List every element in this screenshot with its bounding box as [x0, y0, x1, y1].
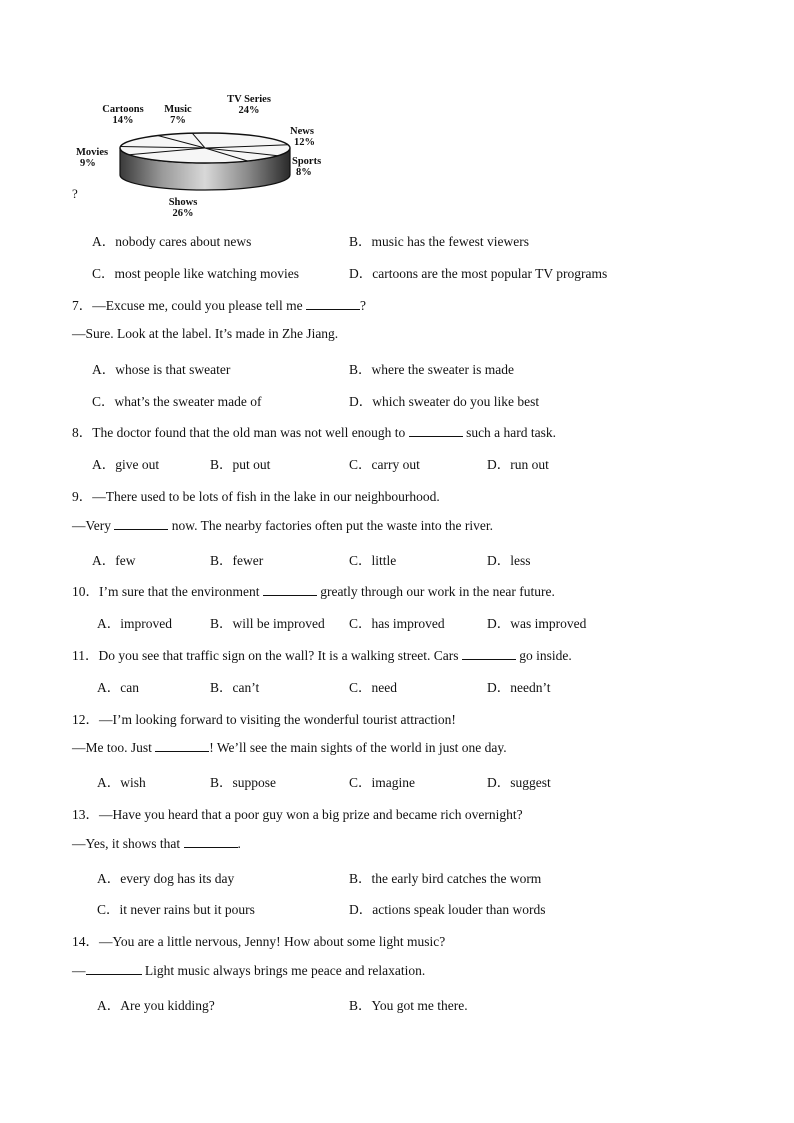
q14-option-b: B．You got me there. [349, 998, 468, 1013]
q9-stem: 9．—There used to be lots of fish in the lake in our neighbourhood. [72, 489, 440, 504]
q14-option-a: A．Are you kidding? [97, 998, 215, 1013]
q12-stem: 12．—I’m looking forward to visiting the wonderful tourist attraction! [72, 712, 456, 727]
q12-option-a: A．wish [97, 775, 146, 790]
answer-blank [86, 962, 142, 975]
answer-blank [263, 583, 317, 596]
q8-stem: 8．The doctor found that the old man was not well enough to such a hard task. [72, 425, 557, 440]
q9-option-c: C．little [349, 553, 397, 568]
q8-option-a: A．give out [92, 457, 160, 472]
pie-label-tv-series: TV Series [227, 94, 271, 105]
q6-option-a: A．nobody cares about news [92, 234, 252, 249]
q7-option-c: C．what’s the sweater made of [92, 394, 262, 409]
pie-label-cartoons: Cartoons [102, 104, 144, 115]
q11-option-b: B．can’t [210, 680, 260, 695]
q7-option-d: D．which sweater do you like best [349, 394, 540, 409]
pie-value-movies: 9% [80, 158, 96, 169]
tv-programs-pie-chart [70, 92, 330, 227]
q9-option-d: D．less [487, 553, 531, 568]
q9-response: —Very now. The nearby factories often put the waste into the river. [72, 518, 494, 533]
pie-value-cartoons: 14% [112, 115, 134, 126]
pie-value-sports: 8% [296, 167, 312, 178]
q11-option-a: A．can [97, 680, 139, 695]
q7-option-a: A．whose is that sweater [92, 362, 231, 377]
question-mark: ? [72, 186, 78, 201]
pie-chart-svg [70, 92, 330, 227]
q14-stem: 14．—You are a little nervous, Jenny! How about some light music? [72, 934, 446, 949]
q12-option-d: D．suggest [487, 775, 551, 790]
q11-stem: 11．Do you see that traffic sign on the wall? It is a walking street. Cars go inside. [72, 648, 572, 663]
answer-blank [184, 835, 238, 848]
q7-option-b: B．where the sweater is made [349, 362, 514, 377]
q13-option-a: A．every dog has its day [97, 871, 235, 886]
pie-value-music: 7% [170, 115, 186, 126]
q7-stem: 7．—Excuse me, could you please tell me ? [72, 298, 366, 313]
pie-value-shows: 26% [172, 208, 194, 219]
q6-option-d: D．cartoons are the most popular TV programs [349, 266, 608, 281]
answer-blank [306, 297, 360, 310]
q13-stem: 13．—Have you heard that a poor guy won a big prize and became rich overnight? [72, 807, 523, 822]
pie-label-movies: Movies [76, 147, 109, 158]
q13-option-b: B．the early bird catches the worm [349, 871, 542, 886]
q10-option-d: D．was improved [487, 616, 587, 631]
q13-response: —Yes, it shows that . [72, 836, 241, 851]
q10-option-b: B．will be improved [210, 616, 325, 631]
q14-response: — Light music always brings me peace and relaxation. [72, 963, 426, 978]
q8-option-d: D．run out [487, 457, 549, 472]
q8-option-b: B．put out [210, 457, 271, 472]
q7-response: —Sure. Look at the label. It’s made in Zhe Jiang. [72, 326, 339, 341]
q8-option-c: C．carry out [349, 457, 420, 472]
answer-blank [409, 424, 463, 437]
q9-option-b: B．fewer [210, 553, 264, 568]
q6-option-b: B．music has the fewest viewers [349, 234, 529, 249]
pie-value-news: 12% [294, 137, 315, 148]
pie-label-sports: Sports [292, 156, 322, 167]
q12-response: —Me too. Just ! We’ll see the main sights of the world in just one day. [72, 740, 507, 755]
answer-blank [114, 517, 168, 530]
q9-option-a: A．few [92, 553, 136, 568]
q12-option-c: C．imagine [349, 775, 415, 790]
q6-option-c: C．most people like watching movies [92, 266, 299, 281]
pie-label-shows: Shows [168, 197, 198, 208]
pie-value-tv-series: 24% [238, 105, 260, 116]
pie-label-news: News [290, 126, 314, 137]
q12-option-b: B．suppose [210, 775, 277, 790]
q11-option-d: D．needn’t [487, 680, 551, 695]
answer-blank [155, 739, 209, 752]
q10-option-a: A．improved [97, 616, 172, 631]
q10-option-c: C．has improved [349, 616, 445, 631]
answer-blank [462, 647, 516, 660]
q10-stem: 10．I’m sure that the environment greatly through our work in the near future. [72, 584, 555, 599]
pie-label-music: Music [164, 104, 192, 115]
q11-option-c: C．need [349, 680, 397, 695]
q13-option-d: D．actions speak louder than words [349, 902, 546, 917]
q13-option-c: C．it never rains but it pours [97, 902, 255, 917]
